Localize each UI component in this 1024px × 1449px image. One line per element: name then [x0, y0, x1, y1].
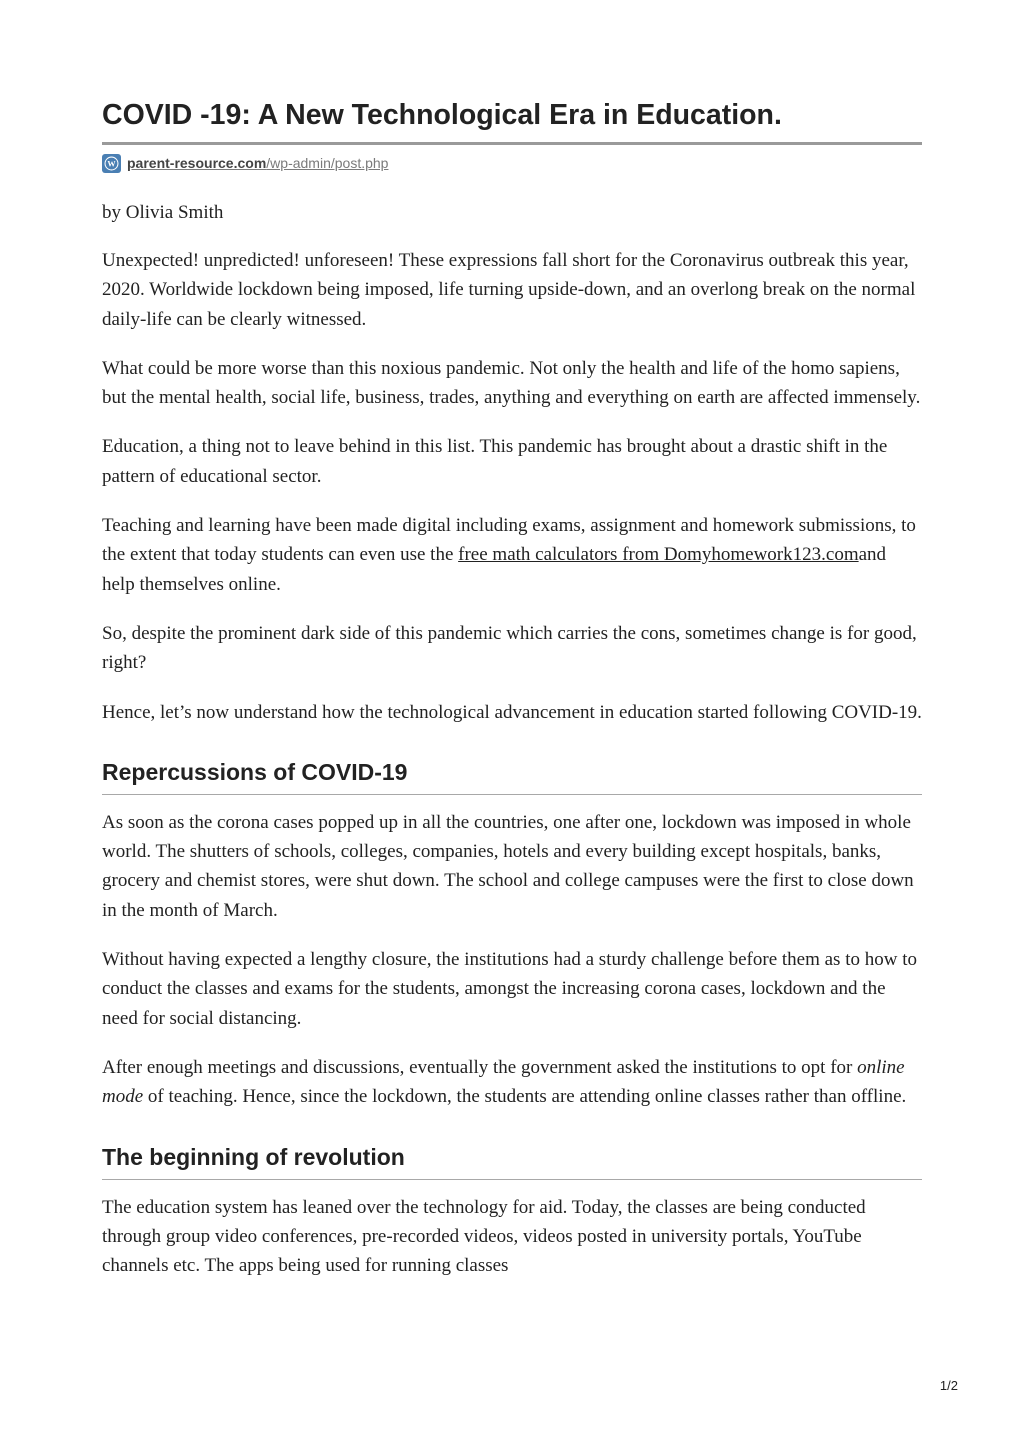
math-calculators-link[interactable]: free math calculators from Domyhomework123.com — [458, 544, 859, 566]
paragraph — [102, 511, 922, 599]
paragraph: Without having expected a lengthy closure, the institutions had a sturdy challenge before them as to how to conduct the classes and exams for the students, amongst the increasing corona cases, lockdown and the need for social distancing. — [102, 949, 917, 1029]
paragraph: The education system has leaned over the technology for aid. Today, the classes are being conducted through group video conferences, pre-recorded videos, videos posted in university portals, YouTube channels etc. The apps being used for running classes — [102, 1196, 866, 1277]
paragraph: Hence, let’s now understand how the technological advancement in education started following COVID-19. — [102, 701, 922, 723]
paragraph: Unexpected! unpredicted! unforeseen! These expressions fall short for the Coronavirus outbreak this year, 2020. Worldwide lockdown being imposed, life turning upside-down, and an overlong break on the normal daily-life can be clearly witnessed. — [102, 250, 916, 330]
page-number: 1/2 — [939, 1378, 958, 1393]
svg-text:W: W — [107, 159, 116, 168]
paragraph — [102, 1053, 922, 1112]
byline: by Olivia Smith — [102, 202, 224, 223]
paragraph: What could be more worse than this noxious pandemic. Not only the health and life of the homo sapiens, but the mental health, social life, business, trades, anything and everything on earth are affected immensely. — [102, 357, 921, 409]
source-link[interactable] — [127, 155, 388, 171]
paragraph-text: After enough meetings and discussions, eventually the government asked the institutions to opt for — [102, 1056, 858, 1078]
source-line — [102, 153, 922, 173]
paragraph: Education, a thing not to leave behind in this list. This pandemic has brought about a drastic shift in the pattern of educational sector. — [102, 436, 888, 487]
source-domain: parent-resource.com — [127, 155, 267, 171]
paragraph: So, despite the prominent dark side of this pandemic which carries the cons, sometimes change is for good, right? — [102, 622, 917, 674]
paragraph-text: of teaching. Hence, since the lockdown, the students are attending online classes rather than offline. — [143, 1086, 907, 1108]
document-page — [102, 98, 922, 1280]
source-path: /wp-admin/post.php — [266, 155, 389, 171]
emphasis-text: online mode — [102, 1056, 905, 1108]
section-heading: Repercussions of COVID-19 — [102, 757, 922, 795]
page-title: COVID -19: A New Technological Era in Education. — [102, 98, 922, 145]
paragraph: As soon as the corona cases popped up in all the countries, one after one, lockdown was imposed in whole world. The shutters of schools, colleges, companies, hotels and every building except hospitals, banks, grocery and chemist stores, were shut down. The school and college campuses were the first to close down in the month of March. — [102, 811, 914, 921]
wordpress-icon — [102, 154, 121, 173]
paragraph-text: and help themselves online. — [102, 544, 887, 595]
section-heading: The beginning of revolution — [102, 1142, 922, 1180]
paragraph-text: Teaching and learning have been made digital including exams, assignment and homework submissions, to the extent that today students can even use the — [102, 515, 916, 566]
